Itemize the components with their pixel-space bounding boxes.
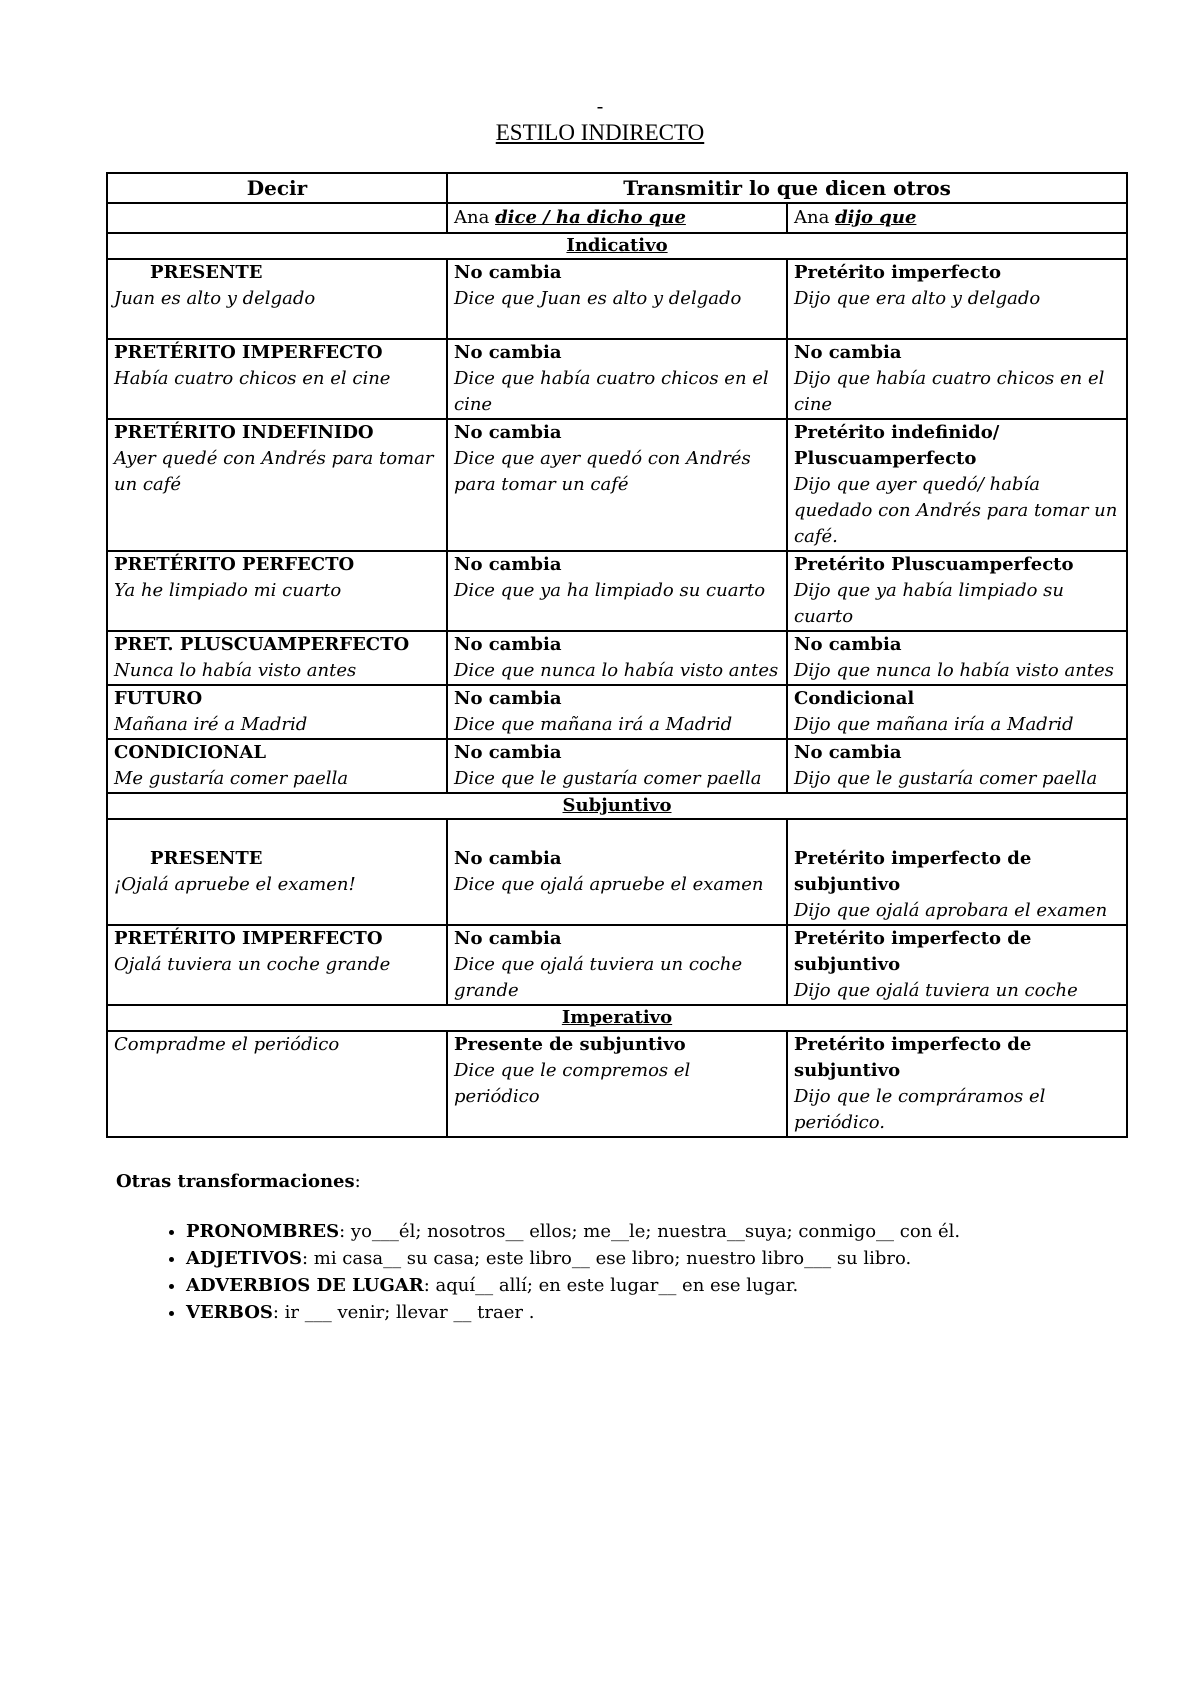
- past-cell: [787, 631, 1127, 685]
- tense-name: PRETÉRITO IMPERFECTO: [114, 928, 383, 949]
- tense-cell: [107, 551, 447, 631]
- tense-name: PRETÉRITO INDEFINIDO: [114, 422, 374, 443]
- past-example: Dijo que ojalá aprobara el examen: [794, 900, 1108, 921]
- section-imperativo: Imperativo: [107, 1005, 1127, 1031]
- present-example: Dice que nunca lo había visto antes: [454, 660, 779, 681]
- present-example: Dice que ayer quedó con Andrés para tomar un café: [454, 448, 751, 495]
- reporting-verb-past: dijo que: [835, 207, 917, 228]
- present-change: No cambia: [454, 342, 562, 363]
- tense-name: PRESENTE: [150, 262, 263, 283]
- section-row-indicativo: [107, 233, 1127, 259]
- other-transformations-title: Otras transformaciones: [116, 1171, 355, 1192]
- tense-cell: [107, 1031, 447, 1137]
- present-cell: [447, 685, 787, 739]
- list-item-term: PRONOMBRES: [186, 1221, 340, 1242]
- past-change: Pretérito imperfecto: [794, 262, 1002, 283]
- past-change: Pretérito imperfecto de subjuntivo: [794, 848, 1032, 895]
- tense-cell: [107, 339, 447, 419]
- tense-example: Ayer quedé con Andrés para tomar un café: [114, 448, 434, 495]
- tense-name: PRETÉRITO PERFECTO: [114, 554, 355, 575]
- transformations-list: [150, 1218, 1186, 1326]
- subheader-present-reporting: [447, 203, 787, 233]
- past-example: Dijo que era alto y delgado: [794, 288, 1041, 309]
- table-row: [107, 419, 1127, 551]
- past-example: Dijo que le compráramos el periódico.: [794, 1086, 1046, 1133]
- section-indicativo: Indicativo: [107, 233, 1127, 259]
- table-row: [107, 339, 1127, 419]
- table-subheader-row: [107, 203, 1127, 233]
- past-example: Dijo que ayer quedó/ había quedado con Andrés para tomar un café.: [794, 474, 1118, 547]
- tense-cell: [107, 685, 447, 739]
- tense-example: Compradme el periódico: [114, 1034, 340, 1055]
- present-example: Dice que ojalá apruebe el examen: [454, 874, 764, 895]
- list-item: [186, 1272, 1186, 1299]
- present-example: Dice que Juan es alto y delgado: [454, 288, 742, 309]
- past-example: Dijo que había cuatro chicos en el cine: [794, 368, 1105, 415]
- past-example: Dijo que le gustaría comer paella: [794, 768, 1098, 789]
- ana-label: Ana: [794, 207, 830, 228]
- heading-colon: :: [354, 1171, 361, 1192]
- past-change: Pretérito Pluscuamperfecto: [794, 554, 1074, 575]
- list-item-text: : aquí__ allí; en este lugar__ en ese lugar.: [423, 1275, 799, 1296]
- table-row: [107, 1031, 1127, 1137]
- tense-name: FUTURO: [114, 688, 203, 709]
- past-change: No cambia: [794, 634, 902, 655]
- list-item-term: VERBOS: [186, 1302, 273, 1323]
- reporting-verb-present: dice / ha dicho que: [495, 207, 686, 228]
- list-item-term: ADVERBIOS DE LUGAR: [186, 1275, 424, 1296]
- present-change: No cambia: [454, 422, 562, 443]
- table-row: [107, 551, 1127, 631]
- present-cell: [447, 419, 787, 551]
- past-example: Dijo que ojalá tuviera un coche: [794, 980, 1078, 1001]
- past-cell: [787, 551, 1127, 631]
- present-change: No cambia: [454, 554, 562, 575]
- present-example: Dice que ya ha limpiado su cuarto: [454, 580, 766, 601]
- present-example: Dice que le compremos el periódico: [454, 1060, 691, 1107]
- past-cell: [787, 259, 1127, 339]
- present-change: Presente de subjuntivo: [454, 1034, 686, 1055]
- list-item-text: : yo___él; nosotros__ ellos; me__le; nuestra__suya; conmigo__ con él.: [339, 1221, 961, 1242]
- list-item: [186, 1245, 1186, 1272]
- title-dash: -: [596, 94, 604, 118]
- tense-example: Ojalá tuviera un coche grande: [114, 954, 391, 975]
- past-change: No cambia: [794, 342, 902, 363]
- tense-example: Mañana iré a Madrid: [114, 714, 308, 735]
- past-change: Pretérito imperfecto de subjuntivo: [794, 928, 1032, 975]
- present-change: No cambia: [454, 634, 562, 655]
- present-change: No cambia: [454, 688, 562, 709]
- tense-cell: [107, 925, 447, 1005]
- table-row: [107, 739, 1127, 793]
- other-transformations-heading: [116, 1168, 361, 1196]
- past-cell: [787, 819, 1127, 925]
- present-cell: [447, 819, 787, 925]
- past-cell: [787, 1031, 1127, 1137]
- subheader-past-reporting: [787, 203, 1127, 233]
- ana-label: Ana: [454, 207, 490, 228]
- present-change: No cambia: [454, 848, 562, 869]
- past-cell: [787, 925, 1127, 1005]
- list-item-term: ADJETIVOS: [186, 1248, 302, 1269]
- table-row: [107, 685, 1127, 739]
- present-cell: [447, 1031, 787, 1137]
- past-cell: [787, 419, 1127, 551]
- list-item: [186, 1218, 1186, 1245]
- table-row: [107, 631, 1127, 685]
- tense-example: Nunca lo había visto antes: [114, 660, 357, 681]
- tense-example: ¡Ojalá apruebe el examen!: [114, 874, 356, 895]
- present-cell: [447, 925, 787, 1005]
- tense-name: CONDICIONAL: [114, 742, 266, 763]
- list-item: [186, 1299, 1186, 1326]
- present-example: Dice que había cuatro chicos en el cine: [454, 368, 769, 415]
- table-header-row: [107, 173, 1127, 203]
- past-change: No cambia: [794, 742, 902, 763]
- table-row: [107, 819, 1127, 925]
- past-change: Pretérito indefinido/ Pluscuamperfecto: [794, 422, 1000, 469]
- section-subjuntivo: Subjuntivo: [107, 793, 1127, 819]
- present-change: No cambia: [454, 928, 562, 949]
- tense-name: PRESENTE: [150, 848, 263, 869]
- subheader-empty: [107, 203, 447, 233]
- tense-example: Juan es alto y delgado: [114, 288, 316, 309]
- list-item-text: : ir ___ venir; llevar __ traer .: [272, 1302, 535, 1323]
- section-row-subjuntivo: [107, 793, 1127, 819]
- document-title: ESTILO INDIRECTO: [495, 120, 705, 145]
- present-example: Dice que mañana irá a Madrid: [454, 714, 733, 735]
- present-cell: [447, 551, 787, 631]
- past-example: Dijo que ya había limpiado su cuarto: [794, 580, 1064, 627]
- header-decir: Decir: [107, 173, 447, 203]
- past-cell: [787, 339, 1127, 419]
- past-example: Dijo que mañana iría a Madrid: [794, 714, 1074, 735]
- present-example: Dice que le gustaría comer paella: [454, 768, 762, 789]
- tense-cell: [107, 631, 447, 685]
- tense-name: PRETÉRITO IMPERFECTO: [114, 342, 383, 363]
- past-example: Dijo que nunca lo había visto antes: [794, 660, 1114, 681]
- list-item-text: : mi casa__ su casa; este libro__ ese libro; nuestro libro___ su libro.: [301, 1248, 912, 1269]
- tense-cell: [107, 259, 447, 339]
- past-change: Condicional: [794, 688, 915, 709]
- tense-example: Había cuatro chicos en el cine: [114, 368, 391, 389]
- reported-speech-table: [106, 172, 1128, 1138]
- tense-cell: [107, 819, 447, 925]
- table-row: [107, 259, 1127, 339]
- table-row: [107, 925, 1127, 1005]
- header-transmitir: Transmitir lo que dicen otros: [447, 173, 1127, 203]
- past-change: Pretérito imperfecto de subjuntivo: [794, 1034, 1032, 1081]
- tense-example: Me gustaría comer paella: [114, 768, 349, 789]
- tense-name: PRET. PLUSCUAMPERFECTO: [114, 634, 410, 655]
- tense-cell: [107, 739, 447, 793]
- present-change: No cambia: [454, 262, 562, 283]
- present-cell: [447, 739, 787, 793]
- present-example: Dice que ojalá tuviera un coche grande: [454, 954, 743, 1001]
- present-change: No cambia: [454, 742, 562, 763]
- tense-example: Ya he limpiado mi cuarto: [114, 580, 342, 601]
- past-cell: [787, 685, 1127, 739]
- present-cell: [447, 259, 787, 339]
- section-row-imperativo: [107, 1005, 1127, 1031]
- tense-cell: [107, 419, 447, 551]
- past-cell: [787, 739, 1127, 793]
- present-cell: [447, 631, 787, 685]
- present-cell: [447, 339, 787, 419]
